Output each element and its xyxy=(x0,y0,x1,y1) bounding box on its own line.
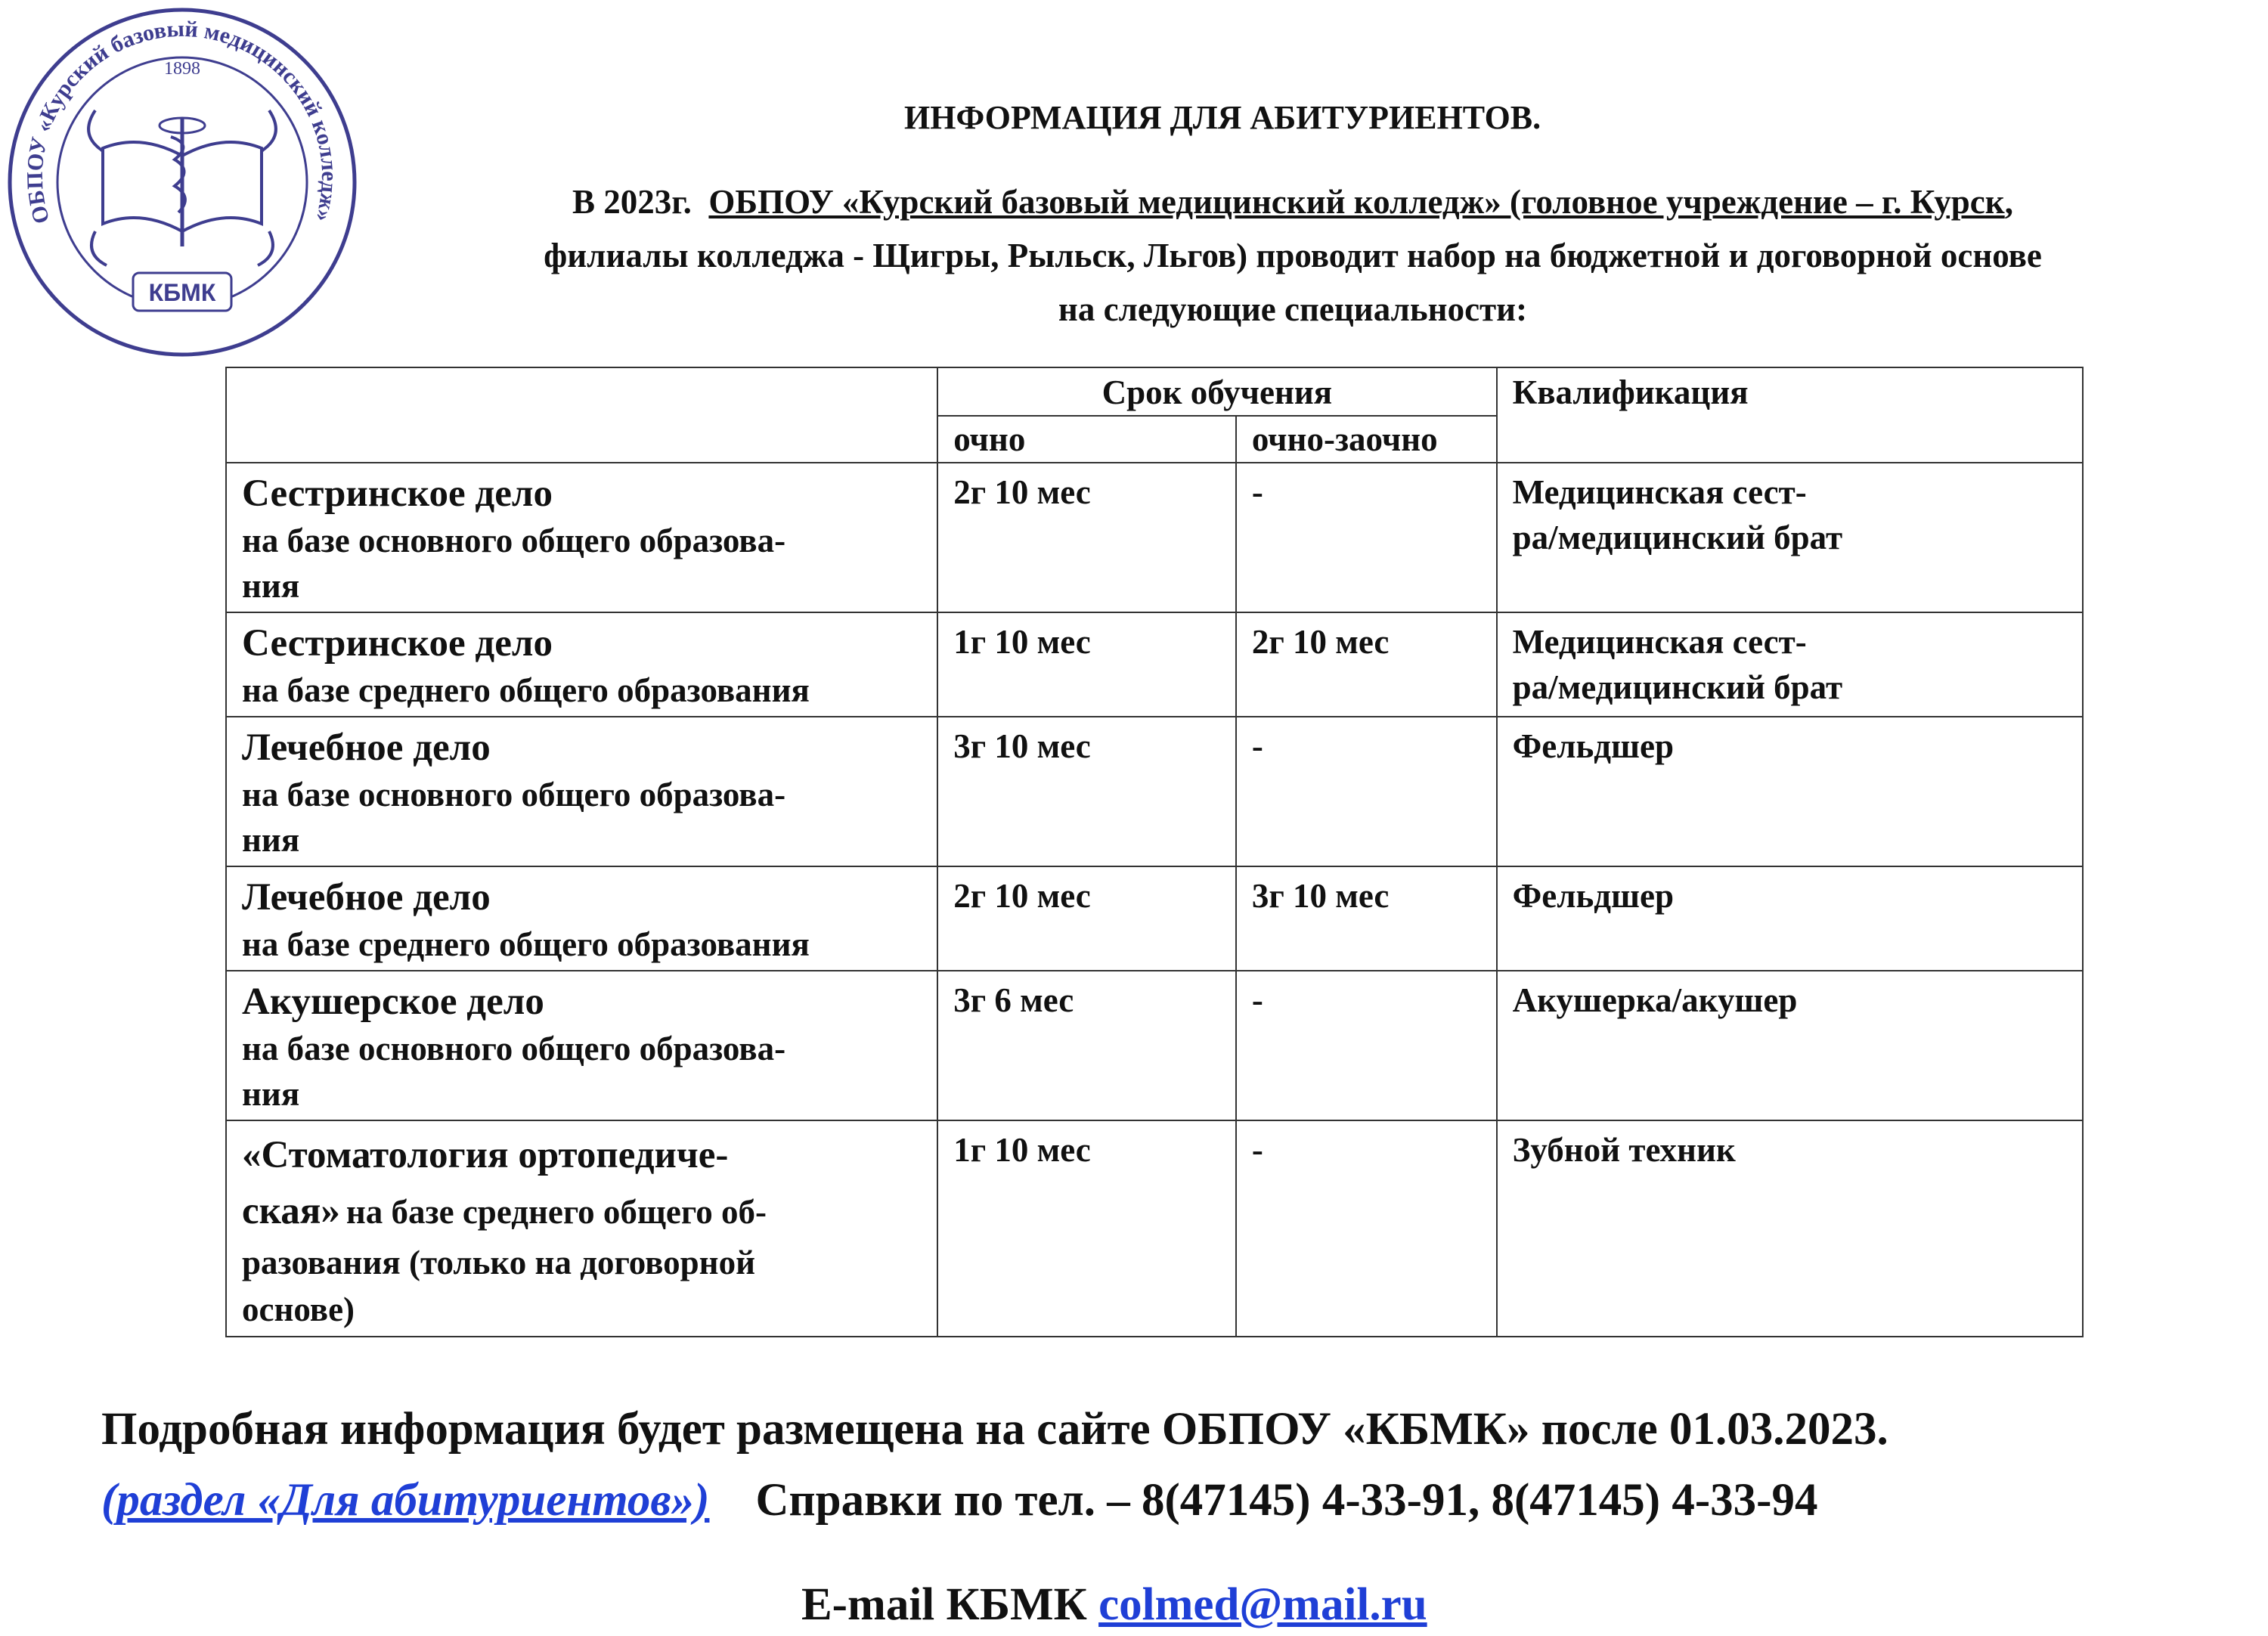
phone-info: Справки по тел. – 8(47145) 4-33-91, 8(47145) 4-33-94 xyxy=(755,1475,1818,1526)
applicants-section-link[interactable]: (раздел «Для абитуриентов») xyxy=(101,1475,710,1526)
table-row xyxy=(226,1120,2083,1337)
full-time-cell: 1г 10 мес xyxy=(937,612,1236,717)
part-time-cell: 2г 10 мес xyxy=(1236,612,1497,717)
header-empty-cell xyxy=(226,367,937,463)
header-full-time: очно xyxy=(937,416,1236,463)
part-time-cell: - xyxy=(1236,717,1497,866)
intro-prefix: В 2023г. xyxy=(572,183,692,221)
intro-line-2: филиалы колледжа - Щигры, Рыльск, Льгов) проводит набор на бюджетной и договорной основе xyxy=(544,237,2042,274)
college-seal xyxy=(5,5,360,360)
full-time-cell: 1г 10 мес xyxy=(937,1120,1236,1337)
qualification-cell: Зубной техник xyxy=(1497,1120,2083,1337)
email-link[interactable]: colmed@mail.ru xyxy=(1098,1579,1427,1630)
part-time-cell: - xyxy=(1236,971,1497,1120)
table-row xyxy=(226,612,2083,717)
details-notice: Подробная информация будет размещена на сайте ОБПОУ «КБМК» после 01.03.2023. xyxy=(101,1404,1888,1455)
table-row xyxy=(226,463,2083,612)
email-label: E-mail КБМК xyxy=(801,1579,1087,1630)
logo-year: 1898 xyxy=(164,59,200,79)
specialty-cell xyxy=(226,612,937,717)
specialty-cell xyxy=(226,866,937,971)
table-row xyxy=(226,717,2083,866)
email-line xyxy=(801,1579,1427,1631)
specialty-name: Лечебное дело xyxy=(242,727,491,769)
specialty-name: Сестринское дело xyxy=(242,473,553,515)
full-time-cell: 3г 6 мес xyxy=(937,971,1236,1120)
specialty-basis: на базе среднего общего образования xyxy=(242,671,810,709)
specialty-cell xyxy=(226,717,937,866)
part-time-cell: - xyxy=(1236,1120,1497,1337)
qualification-cell: Фельдшер xyxy=(1497,866,2083,971)
header-qualification: Квалификация xyxy=(1497,367,2083,463)
qualification-cell: Акушерка/акушер xyxy=(1497,971,2083,1120)
specialty-cell xyxy=(226,1120,937,1337)
specialty-basis: на базе основного общего образова- ния xyxy=(242,1030,786,1113)
specialty-name: Лечебное дело xyxy=(242,876,491,919)
specialty-basis: на базе основного общего образова- ния xyxy=(242,522,786,605)
specialty-name: Акушерское дело xyxy=(242,981,544,1023)
intro-line-1 xyxy=(363,175,2223,229)
full-time-cell: 2г 10 мес xyxy=(937,866,1236,971)
intro-text xyxy=(363,175,2223,336)
specialty-name: Сестринское дело xyxy=(242,622,553,665)
table-row xyxy=(226,971,2083,1120)
part-time-cell: 3г 10 мес xyxy=(1236,866,1497,971)
intro-line-3: на следующие специальности: xyxy=(1058,290,1528,328)
full-time-cell: 3г 10 мес xyxy=(937,717,1236,866)
header-part-time: очно-заочно xyxy=(1236,416,1497,463)
header-duration: Срок обучения xyxy=(937,367,1496,416)
full-time-cell: 2г 10 мес xyxy=(937,463,1236,612)
contact-line xyxy=(101,1474,1818,1527)
logo-abbr: КБМК xyxy=(148,279,216,306)
college-logo xyxy=(5,5,360,360)
page-title: ИНФОРМАЦИЯ ДЛЯ АБИТУРИЕНТОВ. xyxy=(904,99,1541,136)
specialties-table xyxy=(225,367,2084,1337)
specialty-basis: на базе среднего общего образования xyxy=(242,925,810,963)
specialty-cell xyxy=(226,463,937,612)
specialty-basis: на базе основного общего образова- ния xyxy=(242,776,786,859)
intro-college-name: ОБПОУ «Курский базовый медицинский колледж» (головное учреждение – г. Курск xyxy=(708,183,2005,221)
qualification-cell: Медицинская сест- ра/медицинский брат xyxy=(1497,612,2083,717)
intro-comma: , xyxy=(2004,183,2013,221)
specialty-name: «Стоматология ортопедиче- ская» xyxy=(242,1134,729,1232)
table-row xyxy=(226,866,2083,971)
qualification-cell: Медицинская сест- ра/медицинский брат xyxy=(1497,463,2083,612)
specialty-cell xyxy=(226,971,937,1120)
svg-text:ОБПОУ «Курский базовый медицин: ОБПОУ «Курский базовый медицинский колледж» xyxy=(22,16,342,227)
specialty-basis: на базе среднего общего об- разования (только на договорной основе) xyxy=(242,1193,767,1328)
qualification-cell: Фельдшер xyxy=(1497,717,2083,866)
part-time-cell: - xyxy=(1236,463,1497,612)
